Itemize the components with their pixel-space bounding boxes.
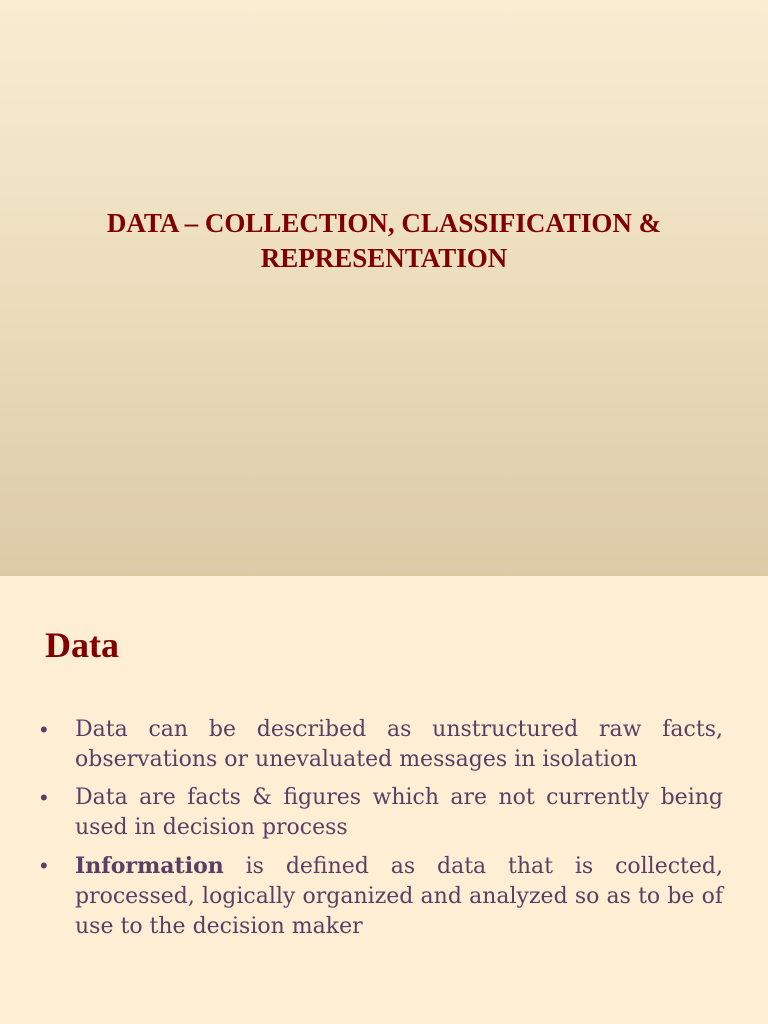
- slide-title-line-1: DATA – COLLECTION, CLASSIFICATION &: [106, 208, 662, 238]
- bullet-item: [40, 851, 723, 942]
- content-slide: [0, 576, 768, 1024]
- bullet-icon: •: [40, 717, 48, 742]
- bullet-icon: •: [40, 785, 48, 810]
- slide-title: [0, 206, 768, 276]
- bullet-icon: •: [40, 853, 48, 878]
- slide-heading: Data: [45, 625, 119, 665]
- bullet-item: [40, 783, 723, 843]
- bullet-text: Data are facts & figures which are not currently being used in decision process: [75, 785, 723, 840]
- bullet-text: is defined as data that is collected, processed, logically organized and analyzed so as to be of use to the decision maker: [75, 854, 723, 939]
- bullet-item: [40, 715, 723, 775]
- bullet-text: Data can be described as unstructured raw facts, observations or unevaluated messages in isolation: [75, 717, 723, 772]
- bullet-list: [40, 715, 723, 950]
- bullet-term: Information: [75, 853, 224, 879]
- slide-title-line-2: REPRESENTATION: [260, 243, 508, 273]
